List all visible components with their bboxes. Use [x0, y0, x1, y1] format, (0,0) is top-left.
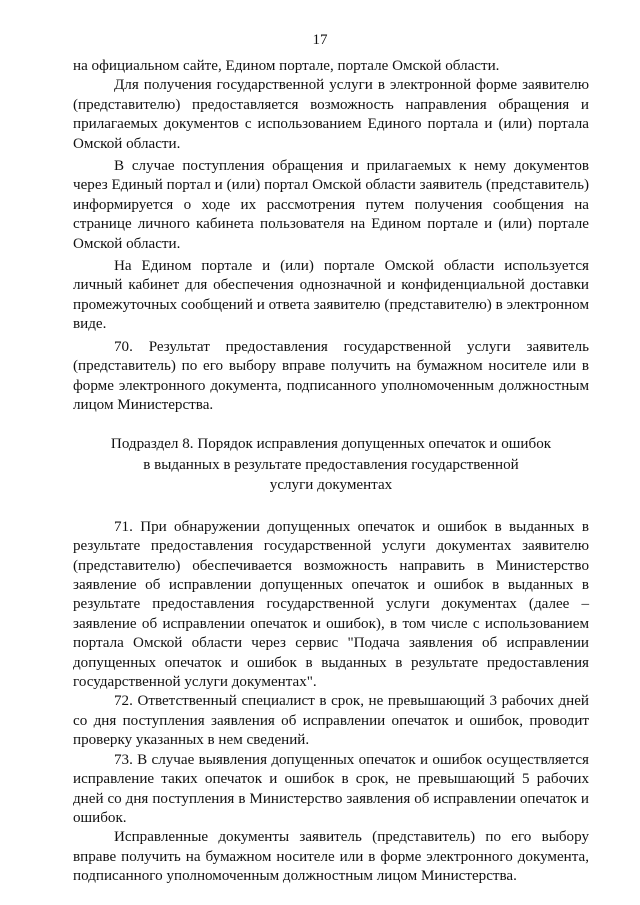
paragraph-item-72: 72. Ответственный специалист в срок, не превышающий 3 рабочих дней со дня поступления заявления об исправлении опечаток и ошибок, проводит проверку указанных в нем сведений.: [73, 693, 589, 749]
document-body: [73, 57, 589, 887]
paragraph-personal-cabinet: На Едином портале и (или) портале Омской области используется личный кабинет для обеспечения однозначной и конфиденциальной доставки промежуточных сообщений и ответа заявителю (представителю) в электронном виде.: [73, 258, 589, 333]
subsection-heading: [73, 434, 589, 496]
page-number: 17: [312, 32, 328, 48]
paragraph-item-71: 71. При обнаружении допущенных опечаток и ошибок в выданных в результате предоставления государственной услуги документах заявителю (представителю) обеспечивается возможность направить в Министерство заявление об исправлении допущенных опечаток и ошибок в выданных в результате предоставления государственной услуги документах (далее – заявление об исправлении опечаток и ошибок), в том числе с использованием портала Омской области через сервис "Подача заявления об исправлении допущенных опечаток и ошибок в выданных в результате предоставления государственной услуги документах".: [73, 518, 589, 691]
subsection-heading-line-1: Подраздел 8. Порядок исправления допущенных опечаток и ошибок: [110, 436, 552, 453]
subsection-heading-line-2: в выданных в результате предоставления государственной: [143, 456, 519, 473]
paragraph-electronic-submission: Для получения государственной услуги в электронной форме заявителю (представителю) предоставляется возможность направления обращения и прилагаемых документов с использованием Единого портала и (или) портала Омской области.: [73, 77, 589, 152]
paragraph-continuation: на официальном сайте, Едином портале, портале Омской области.: [73, 58, 500, 74]
paragraph-item-73: 73. В случае выявления допущенных опечаток и ошибок осуществляется исправление таких опечаток и ошибок в срок, не превышающий 5 рабочих дней со дня поступления в Министерство заявления об исправлении опечаток и ошибок.: [73, 751, 589, 826]
subsection-heading-line-3: услуги документах: [269, 477, 393, 494]
paragraph-corrected-documents: Исправленные документы заявитель (представитель) по его выбору вправе получить на бумажном носителе или в форме электронного документа, подписанного уполномоченным должностным лицом Министерства.: [73, 829, 589, 885]
paragraph-status-notification: В случае поступления обращения и прилагаемых к нему документов через Единый портал и (или) портал Омской области заявитель (представитель) информируется о ходе их рассмотрения путем получения сообщения на странице личного кабинета пользователя на Едином портале и (или) портале Омской области.: [73, 158, 589, 252]
paragraph-item-70: 70. Результат предоставления государственной услуги заявитель (представитель) по его выбору вправе получить на бумажном носителе или в форме электронного документа, подписанного уполномоченным должностным лицом Министерства.: [73, 338, 589, 413]
